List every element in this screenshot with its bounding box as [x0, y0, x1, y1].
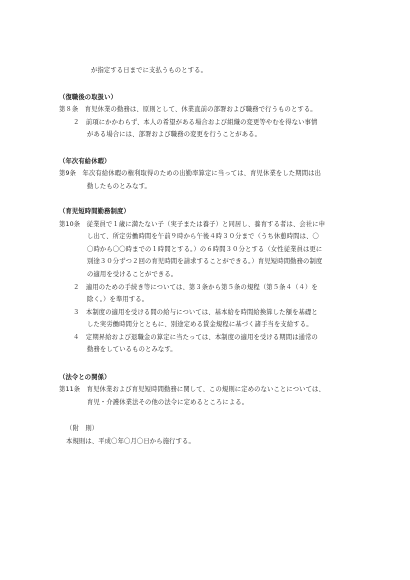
supplementary-heading: （附 則） — [66, 425, 99, 432]
text-line: 本規則は、平成〇年〇月〇日から施行する。 — [66, 438, 195, 445]
text-line: がある場合には、部署および職務の変更を行うことがある。 — [87, 131, 262, 138]
text-line: 〇時から〇〇時までの１時間とする。）の６時間３０分とする（女性従業員は更に — [87, 246, 323, 253]
section-heading: （育児短時間勤務制度） — [59, 208, 130, 215]
text-line: し出て、所定労働時間を午前９時から午後４時３０分まで（うち休憩時間は、〇 — [87, 233, 319, 240]
text-line: 勤したものとみなす。 — [87, 183, 151, 190]
text-line: の適用を受けることができる。 — [87, 271, 178, 278]
section-heading: （年次有給休暇） — [59, 158, 111, 165]
text-line: 除く。）を準用する。 — [87, 296, 149, 303]
section-heading: （法令との関係） — [59, 374, 111, 381]
article-9: 第9条 年次有給休暇の権利取得のための出勤率算定に当っては、育児休業をした期間は出 — [59, 170, 322, 177]
text-line: 勤務をしているものとみなす。 — [87, 346, 177, 353]
text-line: ２ 適用のための手続き等については、第３条から第５条の規程（第５条４（４）を — [73, 284, 318, 291]
article-8: 第８条 育児休業の勤務は、原則として、休業直前の部署および職務で行うものとする。 — [59, 106, 317, 113]
article-10: 第10条 従業員で１歳に満たない子（実子または養子）と同居し、養育する者は、会社に申 — [59, 221, 326, 228]
text-line: 別途３０分ずつ２回の育児時間を請求することができる。）育児短時間勤務の制度 — [87, 258, 323, 265]
text-line: 育児・介護休業法その他の法令に定めるところによる。 — [87, 399, 249, 406]
text-line: が指定する日までに支払うものとする。 — [91, 67, 208, 74]
text-line: ２ 前項にかかわらず、本人の希望がある場合および組織の変更等やむを得ない事情 — [73, 119, 318, 126]
section-heading: （復職後の取扱い） — [59, 94, 118, 101]
article-11: 第11条 育児休業および育児短時間勤務に関して、この規則に定めのないことについては、 — [59, 386, 325, 393]
text-line: ４ 定期昇給および退職金の算定に当たっては、本制度の適用を受ける期間は通常の — [73, 334, 318, 341]
text-line: した実労働時間分とともに、別途定める賃金規程に基づく諸手当を支給する。 — [87, 321, 313, 328]
text-line: ３ 本制度の適用を受ける間の給与については、基本給を時間給換算した額を基礎と — [73, 309, 318, 316]
